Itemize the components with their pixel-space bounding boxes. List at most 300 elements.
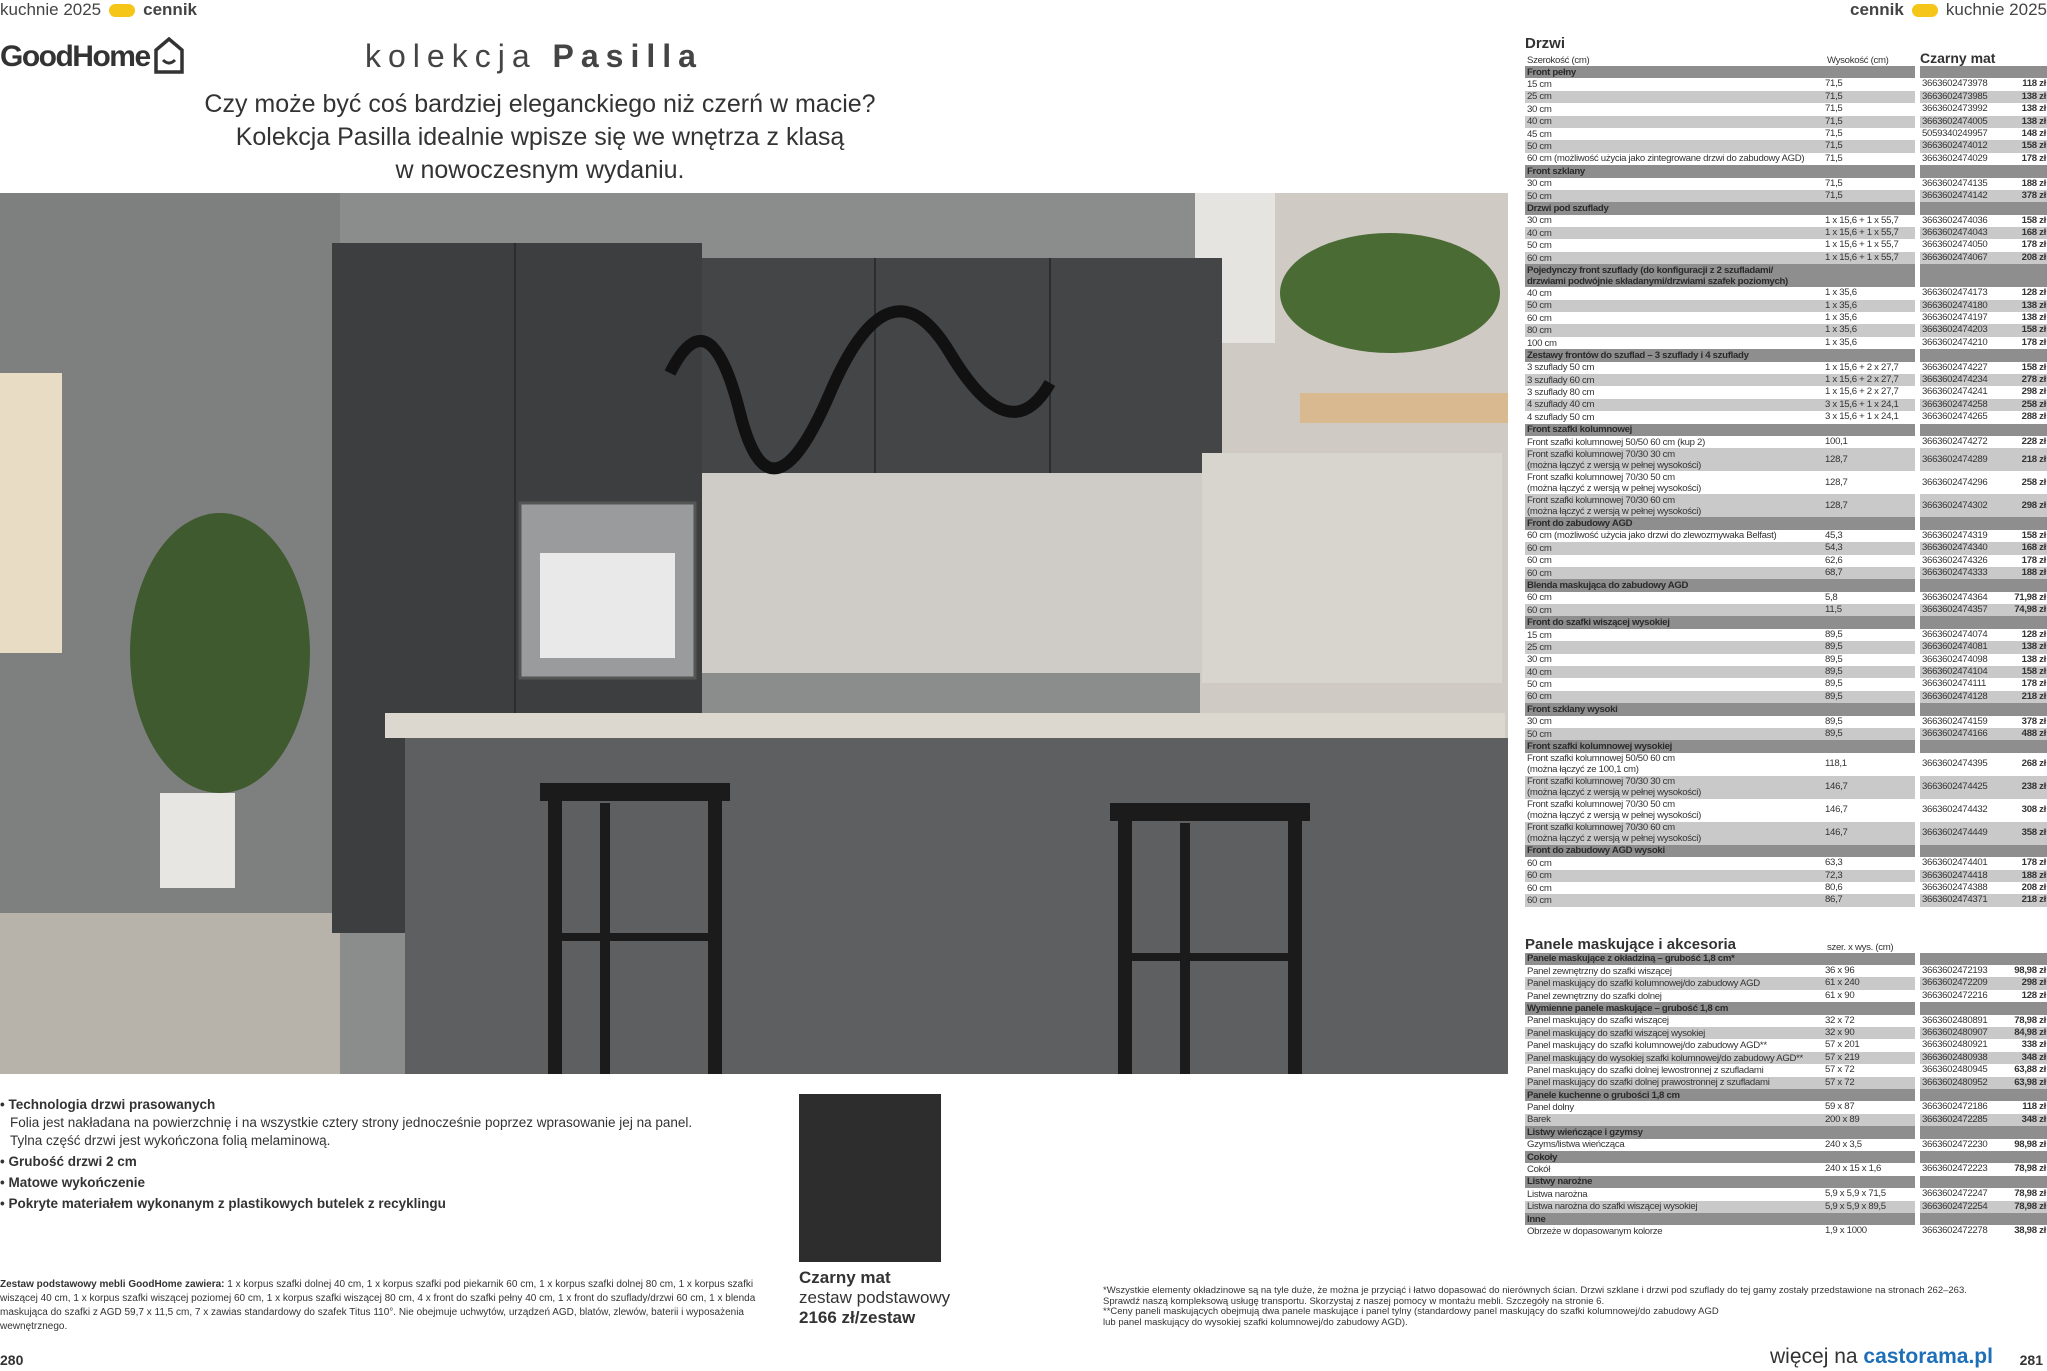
item-ean: 3663602474333 xyxy=(1922,566,1988,578)
item-price: 98,98 zł xyxy=(2014,965,2046,977)
item-price: 63,98 zł xyxy=(2014,1076,2046,1088)
item-dimension: 71,5 xyxy=(1825,115,1843,127)
more-info: więcej na castorama.pl xyxy=(1770,1345,1993,1368)
item-price: 118 zł xyxy=(2022,78,2046,90)
item-dimension: 89,5 xyxy=(1825,666,1843,678)
collection-subtitle: Czy może być coś bardziej eleganckiego niż czerń w macie? Kolekcja Pasilla idealnie wpisze się we wnętrza z klasą w nowoczesnym wydaniu. xyxy=(204,90,876,184)
section-header: Pojedynczy front szuflady (do konfiguracji z 2 szufladami/ drzwiami podwójnie składanymi/drzwiami szafek poziomych) xyxy=(1525,264,2047,287)
section-header: Front szafki kolumnowej xyxy=(1525,424,2047,436)
item-dimension: 1 x 35,6 xyxy=(1825,312,1857,324)
item-price: 278 zł xyxy=(2021,373,2046,385)
table-row xyxy=(1525,362,2047,374)
header-right xyxy=(1850,0,2047,20)
item-price: 78,98 zł xyxy=(2014,1163,2046,1175)
table-row xyxy=(1525,654,2047,666)
item-ean: 3663602474272 xyxy=(1922,435,1988,447)
table-row xyxy=(1525,716,2047,728)
section-header: Front szklany wysoki xyxy=(1525,703,2047,715)
item-dimension: 71,5 xyxy=(1825,189,1843,201)
item-ean: 3663602474340 xyxy=(1922,542,1988,554)
table-row xyxy=(1525,411,2047,423)
item-price: 168 zł xyxy=(2021,542,2046,554)
item-name: Panel maskujący do szafki dolnej lewostronnej z szufladami xyxy=(1527,1064,1764,1076)
item-ean: 3663602474173 xyxy=(1922,287,1988,299)
item-name: Front szafki kolumnowej 70/30 50 cm (można łączyć z wersją w pełnej wysokości) xyxy=(1527,799,1702,822)
table-row xyxy=(1525,399,2047,411)
table-row xyxy=(1525,116,2047,128)
item-dimension: 62,6 xyxy=(1825,554,1843,566)
section-header: Drzwi pod szuflady xyxy=(1525,202,2047,214)
item-dimension: 1 x 15,6 + 1 x 55,7 xyxy=(1825,227,1899,239)
item-price: 74,98 zł xyxy=(2014,604,2046,616)
column-header: Wysokość (cm) xyxy=(1827,55,1889,66)
item-ean: 3663602480907 xyxy=(1922,1027,1988,1039)
item-dimension: 71,5 xyxy=(1825,90,1843,102)
item-ean: 3663602480938 xyxy=(1922,1051,1988,1063)
item-ean: 3663602474210 xyxy=(1922,336,1988,348)
item-price: 138 zł xyxy=(2021,653,2046,665)
item-dimension: 71,5 xyxy=(1825,140,1843,152)
item-price: 208 zł xyxy=(2021,881,2046,893)
item-name: 60 cm xyxy=(1527,567,1552,579)
item-name: 3 szuflady 60 cm xyxy=(1527,374,1595,386)
section-header: Front do zabudowy AGD xyxy=(1525,517,2047,529)
table-row xyxy=(1525,567,2047,579)
item-name: 80 cm xyxy=(1527,325,1552,337)
table-row xyxy=(1525,882,2047,894)
house-smile-icon xyxy=(153,36,185,74)
item-price: 128 zł xyxy=(2021,287,2046,299)
table-row xyxy=(1525,990,2047,1002)
table-row xyxy=(1525,542,2047,554)
table-row xyxy=(1525,1052,2047,1064)
item-ean: 3663602472230 xyxy=(1922,1138,1988,1150)
table-row xyxy=(1525,965,2047,977)
feature-item: • Pokryte materiałem wykonanym z plastikowych butelek z recyklingu xyxy=(0,1196,446,1211)
item-price: 118 zł xyxy=(2022,1101,2046,1113)
item-price: 188 zł xyxy=(2021,177,2046,189)
item-dimension: 71,5 xyxy=(1825,177,1843,189)
section-header: Front szafki kolumnowej wysokiej xyxy=(1525,740,2047,752)
item-ean: 3663602474005 xyxy=(1922,115,1988,127)
table-row xyxy=(1525,799,2047,822)
table-row xyxy=(1525,1139,2047,1151)
item-price: 178 zł xyxy=(2021,336,2046,348)
item-dimension: 57 x 201 xyxy=(1825,1039,1860,1051)
item-name: 50 cm xyxy=(1527,728,1552,740)
item-name: 45 cm xyxy=(1527,128,1552,140)
item-ean: 3663602472186 xyxy=(1922,1101,1988,1113)
item-price: 258 zł xyxy=(2021,398,2046,410)
item-name: 25 cm xyxy=(1527,641,1552,653)
table-row xyxy=(1525,324,2047,336)
item-ean: 3663602474371 xyxy=(1922,894,1988,906)
item-name: 60 cm xyxy=(1527,542,1552,554)
table-row xyxy=(1525,140,2047,152)
page-number-right: 281 xyxy=(2019,1352,2043,1368)
item-name: 30 cm xyxy=(1527,103,1552,115)
section-header: Zestawy frontów do szuflad – 3 szuflady i 4 szuflady xyxy=(1525,349,2047,361)
accent-pill xyxy=(1912,4,1938,17)
item-name: 3 szuflady 50 cm xyxy=(1527,362,1595,374)
item-ean: 3663602480952 xyxy=(1922,1076,1988,1088)
item-name: 60 cm xyxy=(1527,895,1552,906)
item-dimension: 11,5 xyxy=(1825,604,1842,616)
item-price: 188 zł xyxy=(2021,566,2046,578)
item-dimension: 3 x 15,6 + 1 x 24,1 xyxy=(1825,411,1899,423)
item-name: Panel maskujący do wysokiej szafki kolumnowej/do zabudowy AGD** xyxy=(1527,1052,1803,1064)
table-row xyxy=(1525,494,2047,517)
item-price: 128 zł xyxy=(2021,989,2046,1001)
item-price: 218 zł xyxy=(2021,453,2046,465)
header-left xyxy=(0,0,197,20)
table-row xyxy=(1525,753,2047,776)
item-name: 60 cm xyxy=(1527,592,1552,604)
section-name: cennik xyxy=(143,0,197,19)
item-ean: 3663602474012 xyxy=(1922,140,1988,152)
item-ean: 3663602474074 xyxy=(1922,628,1988,640)
item-ean: 3663602474326 xyxy=(1922,554,1988,566)
item-dimension: 5,9 x 5,9 x 71,5 xyxy=(1825,1188,1886,1200)
section-header: Cokoły xyxy=(1525,1151,2047,1163)
item-name: 60 cm (możliwość użycia jako drzwi do zlewozmywaka Belfast) xyxy=(1527,530,1777,542)
item-dimension: 200 x 89 xyxy=(1825,1113,1860,1125)
item-ean: 3663602474432 xyxy=(1922,804,1988,816)
item-price: 378 zł xyxy=(2021,715,2046,727)
item-ean: 3663602474401 xyxy=(1922,857,1988,869)
item-ean: 3663602472247 xyxy=(1922,1188,1988,1200)
item-dimension: 89,5 xyxy=(1825,678,1843,690)
item-ean: 3663602474296 xyxy=(1922,476,1988,488)
item-dimension: 3 x 15,6 + 1 x 24,1 xyxy=(1825,398,1899,410)
item-dimension: 72,3 xyxy=(1825,869,1843,881)
item-name: Panel maskujący do szafki kolumnowej/do zabudowy AGD** xyxy=(1527,1040,1767,1052)
item-price: 148 zł xyxy=(2021,127,2046,139)
table-row xyxy=(1525,977,2047,989)
item-dimension: 71,5 xyxy=(1825,127,1843,139)
collection-title: kolekcja Pasilla xyxy=(365,38,703,74)
item-name: Front szafki kolumnowej 70/30 30 cm (można łączyć z wersją w pełnej wysokości) xyxy=(1527,448,1702,471)
column-header: Czarny mat xyxy=(1920,50,1996,66)
table-row xyxy=(1525,691,2047,703)
item-price: 78,98 zł xyxy=(2014,1188,2046,1200)
item-ean: 3663602472216 xyxy=(1922,989,1988,1001)
item-ean: 3663602474364 xyxy=(1922,591,1988,603)
table-title: Panele maskujące i akcesoria xyxy=(1525,935,1736,953)
table-row xyxy=(1525,178,2047,190)
item-price: 218 zł xyxy=(2021,690,2046,702)
table-title: Drzwi xyxy=(1525,35,1566,52)
item-price: 178 zł xyxy=(2021,678,2046,690)
item-price: 78,98 zł xyxy=(2014,1200,2046,1212)
item-price: 488 zł xyxy=(2021,727,2046,739)
table-row xyxy=(1525,91,2047,103)
table-row xyxy=(1525,337,2047,349)
item-name: Panel maskujący do szafki wiszącej xyxy=(1527,1015,1669,1027)
section-header: Front do szafki wiszącej wysokiej xyxy=(1525,616,2047,628)
table-row xyxy=(1525,822,2047,845)
item-dimension: 1 x 15,6 + 2 x 27,7 xyxy=(1825,373,1899,385)
item-ean: 3663602473985 xyxy=(1922,90,1988,102)
item-name: 60 cm xyxy=(1527,882,1552,894)
table-row xyxy=(1525,870,2047,882)
item-ean: 3663602474166 xyxy=(1922,727,1988,739)
item-dimension: 89,5 xyxy=(1825,690,1843,702)
item-ean: 3663602472285 xyxy=(1922,1113,1988,1125)
table-row xyxy=(1525,128,2047,140)
item-dimension: 240 x 3,5 xyxy=(1825,1138,1862,1150)
item-name: Panel maskujący do szafki wiszącej wysokiej xyxy=(1527,1027,1705,1039)
item-dimension: 36 x 96 xyxy=(1825,965,1855,977)
table-row xyxy=(1525,386,2047,398)
item-ean: 3663602474395 xyxy=(1922,758,1988,770)
item-price: 84,98 zł xyxy=(2014,1027,2046,1039)
item-dimension: 146,7 xyxy=(1825,827,1848,839)
item-ean: 5059340249957 xyxy=(1922,127,1988,139)
item-ean: 3663602472209 xyxy=(1922,977,1988,989)
item-dimension: 128,7 xyxy=(1825,499,1848,511)
table-row xyxy=(1525,1114,2047,1126)
item-ean: 3663602474029 xyxy=(1922,152,1988,164)
item-price: 298 zł xyxy=(2021,499,2046,511)
table-row xyxy=(1525,1039,2047,1051)
item-price: 71,98 zł xyxy=(2014,591,2046,603)
doors-price-table xyxy=(1525,36,2047,907)
table-row xyxy=(1525,678,2047,690)
section-header: Inne xyxy=(1525,1213,2047,1225)
item-name: 60 cm xyxy=(1527,312,1552,324)
item-name: 40 cm xyxy=(1527,666,1552,678)
item-name: 50 cm xyxy=(1527,300,1552,312)
item-dimension: 71,5 xyxy=(1825,152,1843,164)
table-row xyxy=(1525,1015,2047,1027)
item-dimension: 61 x 240 xyxy=(1825,977,1860,989)
table-row xyxy=(1525,1064,2047,1076)
item-ean: 3663602474234 xyxy=(1922,373,1988,385)
feature-list xyxy=(0,1093,780,1213)
table-row xyxy=(1525,1188,2047,1200)
item-dimension: 146,7 xyxy=(1825,804,1848,816)
item-ean: 3663602474357 xyxy=(1922,604,1988,616)
item-dimension: 146,7 xyxy=(1825,781,1848,793)
item-dimension: 1 x 35,6 xyxy=(1825,299,1857,311)
item-dimension: 1 x 15,6 + 2 x 27,7 xyxy=(1825,386,1899,398)
item-name: 4 szuflady 40 cm xyxy=(1527,399,1595,411)
item-price: 258 zł xyxy=(2021,476,2046,488)
table-row xyxy=(1525,1163,2047,1175)
table-row xyxy=(1525,215,2047,227)
section-name: cennik xyxy=(1850,0,1904,19)
item-price: 158 zł xyxy=(2021,140,2046,152)
item-name: 60 cm (możliwość użycia jako zintegrowane drzwi do zabudowy AGD) xyxy=(1527,153,1805,165)
item-ean: 3663602474302 xyxy=(1922,499,1988,511)
item-ean: 3663602474098 xyxy=(1922,653,1988,665)
item-name: 60 cm xyxy=(1527,870,1552,882)
item-dimension: 57 x 72 xyxy=(1825,1064,1855,1076)
item-ean: 3663602480921 xyxy=(1922,1039,1988,1051)
catalog-name: kuchnie 2025 xyxy=(0,0,102,19)
section-header: Front pełny xyxy=(1525,66,2047,78)
item-price: 268 zł xyxy=(2021,758,2046,770)
item-dimension: 128,7 xyxy=(1825,476,1848,488)
item-price: 138 zł xyxy=(2021,103,2046,115)
table-row xyxy=(1525,1201,2047,1213)
table-row xyxy=(1525,776,2047,799)
table-row xyxy=(1525,103,2047,115)
item-name: Barek xyxy=(1527,1114,1551,1126)
table-row xyxy=(1525,374,2047,386)
section-header: Listwy narożne xyxy=(1525,1176,2047,1188)
item-ean: 3663602474289 xyxy=(1922,453,1988,465)
item-price: 158 zł xyxy=(2021,361,2046,373)
item-price: 178 zł xyxy=(2021,554,2046,566)
item-dimension: 1 x 35,6 xyxy=(1825,324,1857,336)
item-ean: 3663602474050 xyxy=(1922,239,1988,251)
item-ean: 3663602472278 xyxy=(1922,1225,1988,1237)
item-price: 138 zł xyxy=(2021,115,2046,127)
item-dimension: 1 x 35,6 xyxy=(1825,336,1857,348)
table-row xyxy=(1525,604,2047,616)
item-name: Gzyms/listwa wieńcząca xyxy=(1527,1139,1625,1151)
item-dimension: 1 x 15,6 + 1 x 55,7 xyxy=(1825,251,1899,263)
item-price: 308 zł xyxy=(2021,804,2046,816)
item-name: 50 cm xyxy=(1527,190,1552,202)
feature-item: • Technologia drzwi prasowanych xyxy=(0,1097,216,1112)
item-dimension: 89,5 xyxy=(1825,628,1843,640)
table-row xyxy=(1525,78,2047,90)
swatch-info xyxy=(799,1268,950,1328)
table-row xyxy=(1525,239,2047,251)
item-dimension: 5,8 xyxy=(1825,591,1838,603)
table-row xyxy=(1525,592,2047,604)
item-dimension: 240 x 15 x 1,6 xyxy=(1825,1163,1882,1175)
item-ean: 3663602474258 xyxy=(1922,398,1988,410)
table-row xyxy=(1525,471,2047,494)
item-price: 158 zł xyxy=(2021,666,2046,678)
item-ean: 3663602474159 xyxy=(1922,715,1988,727)
item-price: 138 zł xyxy=(2021,90,2046,102)
item-price: 188 zł xyxy=(2021,869,2046,881)
set-price: 2166 zł/zestaw xyxy=(799,1308,916,1327)
item-name: 15 cm xyxy=(1527,79,1552,91)
item-dimension: 5,9 x 5,9 x 89,5 xyxy=(1825,1200,1886,1212)
item-dimension: 80,6 xyxy=(1825,881,1843,893)
item-price: 178 zł xyxy=(2021,152,2046,164)
table-row xyxy=(1525,448,2047,471)
table-row xyxy=(1525,629,2047,641)
section-header: Front szklany xyxy=(1525,165,2047,177)
item-price: 98,98 zł xyxy=(2014,1138,2046,1150)
item-ean: 3663602480945 xyxy=(1922,1064,1988,1076)
page-number-left: 280 xyxy=(0,1352,24,1368)
item-price: 288 zł xyxy=(2021,411,2046,423)
item-name: 60 cm xyxy=(1527,857,1552,869)
item-price: 358 zł xyxy=(2021,827,2046,839)
item-dimension: 68,7 xyxy=(1825,566,1843,578)
item-ean: 3663602474135 xyxy=(1922,177,1988,189)
item-ean: 3663602474227 xyxy=(1922,361,1988,373)
item-price: 158 zł xyxy=(2021,324,2046,336)
brand-name: GoodHome xyxy=(0,40,150,73)
table-row xyxy=(1525,312,2047,324)
item-dimension: 71,5 xyxy=(1825,103,1843,115)
item-name: 15 cm xyxy=(1527,629,1552,641)
table-row xyxy=(1525,1101,2047,1113)
item-dimension: 54,3 xyxy=(1825,542,1843,554)
section-header: Wymienne panele maskujące – grubość 1,8 cm xyxy=(1525,1002,2047,1014)
item-dimension: 118,1 xyxy=(1825,758,1847,770)
section-header: Panele kuchenne o grubości 1,8 cm xyxy=(1525,1089,2047,1101)
item-dimension: 61 x 90 xyxy=(1825,989,1855,1001)
table-row xyxy=(1525,1225,2047,1237)
item-dimension: 100,1 xyxy=(1825,435,1848,447)
item-ean: 3663602472254 xyxy=(1922,1200,1988,1212)
item-dimension: 1 x 15,6 + 2 x 27,7 xyxy=(1825,361,1899,373)
kitchen-photo xyxy=(0,193,1508,1074)
item-name: Front szafki kolumnowej 50/50 60 cm (można łączyć ze 100,1 cm) xyxy=(1527,753,1675,776)
table-row xyxy=(1525,300,2047,312)
table-row xyxy=(1525,252,2047,264)
section-header: Panele maskujące z okładziną – grubość 1,8 cm* xyxy=(1525,953,2047,965)
item-dimension: 89,5 xyxy=(1825,715,1843,727)
footnotes: *Wszystkie elementy okładzinowe są na tyle duże, że można je przyciąć i łatwo dopasować do nierównych ścian. Drzwi szklane i drzwi pod szuflady do tej gamy zostały przedstawione na stronach 262–263. Sprawdź naszą kompleksową usługę transportu. Skorzystaj z naszej pomocy w montażu mebli. Szczegóły na stronie 6. **Ceny paneli maskujących obejmują dwa panele maskujące i panel tylny (standardowy panel maskujący do szafki kolumnowej/do zabudowy AGD lub panel maskujący do wysokiej szafki kolumnowej/do zabudowy AGD). xyxy=(1103,1285,1967,1328)
table-row xyxy=(1525,287,2047,299)
item-name: 3 szuflady 80 cm xyxy=(1527,387,1595,399)
item-dimension: 63,3 xyxy=(1825,857,1843,869)
item-ean: 3663602473978 xyxy=(1922,78,1988,90)
item-ean: 3663602474128 xyxy=(1922,690,1988,702)
item-name: Obrzeże w dopasowanym kolorze xyxy=(1527,1225,1663,1237)
item-ean: 3663602474425 xyxy=(1922,781,1988,793)
item-name: 30 cm xyxy=(1527,215,1552,227)
item-name: Listwa narożna do szafki wiszącej wysokiej xyxy=(1527,1201,1698,1213)
item-name: 40 cm xyxy=(1527,287,1552,299)
item-name: 50 cm xyxy=(1527,679,1552,691)
item-ean: 3663602474036 xyxy=(1922,214,1988,226)
item-ean: 3663602474067 xyxy=(1922,251,1988,263)
item-name: 50 cm xyxy=(1527,141,1552,153)
item-ean: 3663602474418 xyxy=(1922,869,1988,881)
table-row xyxy=(1525,857,2047,869)
item-price: 348 zł xyxy=(2021,1051,2046,1063)
item-price: 138 zł xyxy=(2021,641,2046,653)
item-name: Front szafki kolumnowej 70/30 60 cm (można łączyć z wersją w pełnej wysokości) xyxy=(1527,494,1702,517)
item-dimension: 1,9 x 1000 xyxy=(1825,1225,1867,1237)
item-ean: 3663602474081 xyxy=(1922,641,1988,653)
item-name: Panel dolny xyxy=(1527,1102,1574,1114)
table-row xyxy=(1525,1077,2047,1089)
item-name: 30 cm xyxy=(1527,716,1552,728)
item-ean: 3663602474449 xyxy=(1922,827,1988,839)
castorama-link[interactable]: castorama.pl xyxy=(1863,1345,1993,1368)
item-name: Panel maskujący do szafki dolnej prawostronnej z szufladami xyxy=(1527,1077,1770,1089)
section-header: Front do zabudowy AGD wysoki xyxy=(1525,845,2047,857)
item-ean: 3663602474197 xyxy=(1922,312,1988,324)
table-row xyxy=(1525,153,2047,165)
item-dimension: 57 x 72 xyxy=(1825,1076,1855,1088)
table-row xyxy=(1525,555,2047,567)
item-price: 138 zł xyxy=(2021,299,2046,311)
item-price: 168 zł xyxy=(2021,227,2046,239)
item-price: 38,98 zł xyxy=(2014,1225,2046,1237)
item-name: 50 cm xyxy=(1527,240,1552,252)
item-price: 158 zł xyxy=(2021,529,2046,541)
item-name: 25 cm xyxy=(1527,91,1552,103)
item-price: 298 zł xyxy=(2021,977,2046,989)
feature-desc: Folia jest nakładana na powierzchnię i na wszystkie cztery strony jednocześnie poprzez wprasowanie jej na panel. xyxy=(10,1115,693,1130)
item-price: 208 zł xyxy=(2021,251,2046,263)
item-name: 60 cm xyxy=(1527,252,1552,264)
